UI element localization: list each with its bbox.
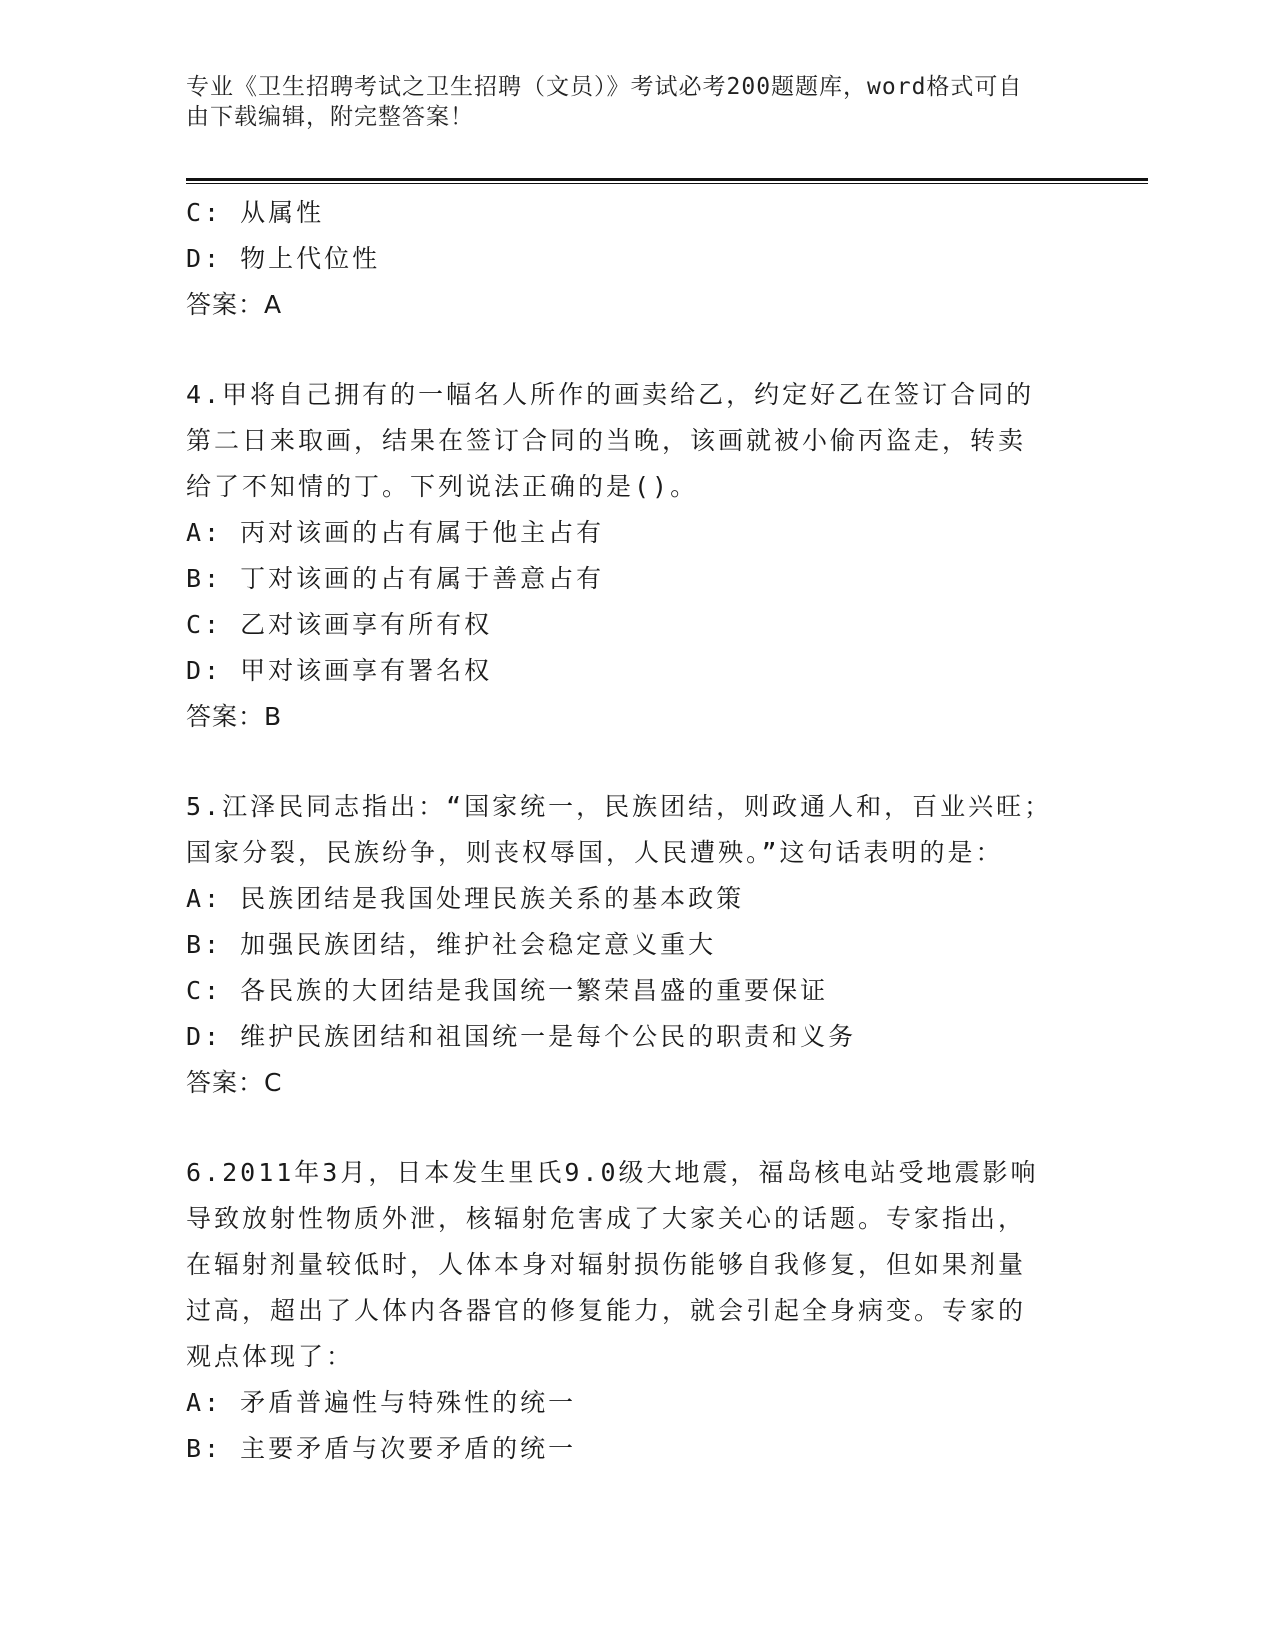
- q4-stem-line-3: 给了不知情的丁。下列说法正确的是()。: [186, 472, 699, 501]
- q6-stem-line-4: 过高，超出了人体内各器官的修复能力，就会引起全身病变。专家的: [186, 1296, 1027, 1325]
- document-header: [186, 72, 1066, 132]
- q6-stem-line-2: 导致放射性物质外泄，核辐射危害成了大家关心的话题。专家指出，: [186, 1204, 1027, 1233]
- question-3-tail: [186, 190, 1076, 328]
- q4-stem-line-1: 4.甲将自己拥有的一幅名人所作的画卖给乙，约定好乙在签订合同的: [186, 380, 1035, 409]
- question-5: [186, 784, 1076, 1106]
- q4-stem: [186, 372, 1076, 510]
- spacer: [186, 740, 1076, 784]
- q4-stem-line-2: 第二日来取画，结果在签订合同的当晚，该画就被小偷丙盗走，转卖: [186, 426, 1027, 455]
- q5-stem-line-1: 5.江泽民同志指出：“国家统一，民族团结，则政通人和，百业兴旺；: [186, 792, 1053, 821]
- q3-answer: 答案：A: [186, 290, 283, 319]
- header-divider-thin: [186, 183, 1148, 184]
- q5-option-b: B: 加强民族团结，维护社会稳定意义重大: [186, 930, 717, 959]
- q3-option-c: C: 从属性: [186, 198, 325, 227]
- header-divider-thick: [186, 178, 1148, 181]
- q6-stem-line-1: 6.2011年3月，日本发生里氏9.0级大地震，福岛核电站受地震影响: [186, 1158, 1039, 1187]
- q6-stem: [186, 1150, 1076, 1380]
- q5-stem-line-2: 国家分裂，民族纷争，则丧权辱国，人民遭殃。”这句话表明的是：: [186, 838, 1004, 867]
- q4-option-d: D: 甲对该画享有署名权: [186, 656, 493, 685]
- spacer: [186, 328, 1076, 372]
- q6-option-b: B: 主要矛盾与次要矛盾的统一: [186, 1434, 577, 1463]
- q4-answer: 答案：B: [186, 702, 283, 731]
- q6-option-a: A: 矛盾普遍性与特殊性的统一: [186, 1388, 577, 1417]
- q4-option-c: C: 乙对该画享有所有权: [186, 610, 493, 639]
- q5-option-a: A: 民族团结是我国处理民族关系的基本政策: [186, 884, 745, 913]
- q4-option-b: B: 丁对该画的占有属于善意占有: [186, 564, 605, 593]
- question-4: [186, 372, 1076, 740]
- header-line-1: 专业《卫生招聘考试之卫生招聘（文员）》考试必考200题题库，word格式可自: [186, 74, 1023, 100]
- header-line-2: 由下载编辑，附完整答案！: [186, 104, 474, 130]
- q4-option-a: A: 丙对该画的占有属于他主占有: [186, 518, 605, 547]
- q3-option-d: D: 物上代位性: [186, 244, 381, 273]
- q6-stem-line-5: 观点体现了：: [186, 1342, 355, 1371]
- question-content: [186, 190, 1076, 1472]
- spacer: [186, 1106, 1076, 1150]
- q5-option-c: C: 各民族的大团结是我国统一繁荣昌盛的重要保证: [186, 976, 829, 1005]
- q6-stem-line-3: 在辐射剂量较低时，人体本身对辐射损伤能够自我修复，但如果剂量: [186, 1250, 1027, 1279]
- q5-stem: [186, 784, 1076, 876]
- q5-option-d: D: 维护民族团结和祖国统一是每个公民的职责和义务: [186, 1022, 857, 1051]
- question-6: [186, 1150, 1076, 1472]
- q5-answer: 答案：C: [186, 1068, 283, 1097]
